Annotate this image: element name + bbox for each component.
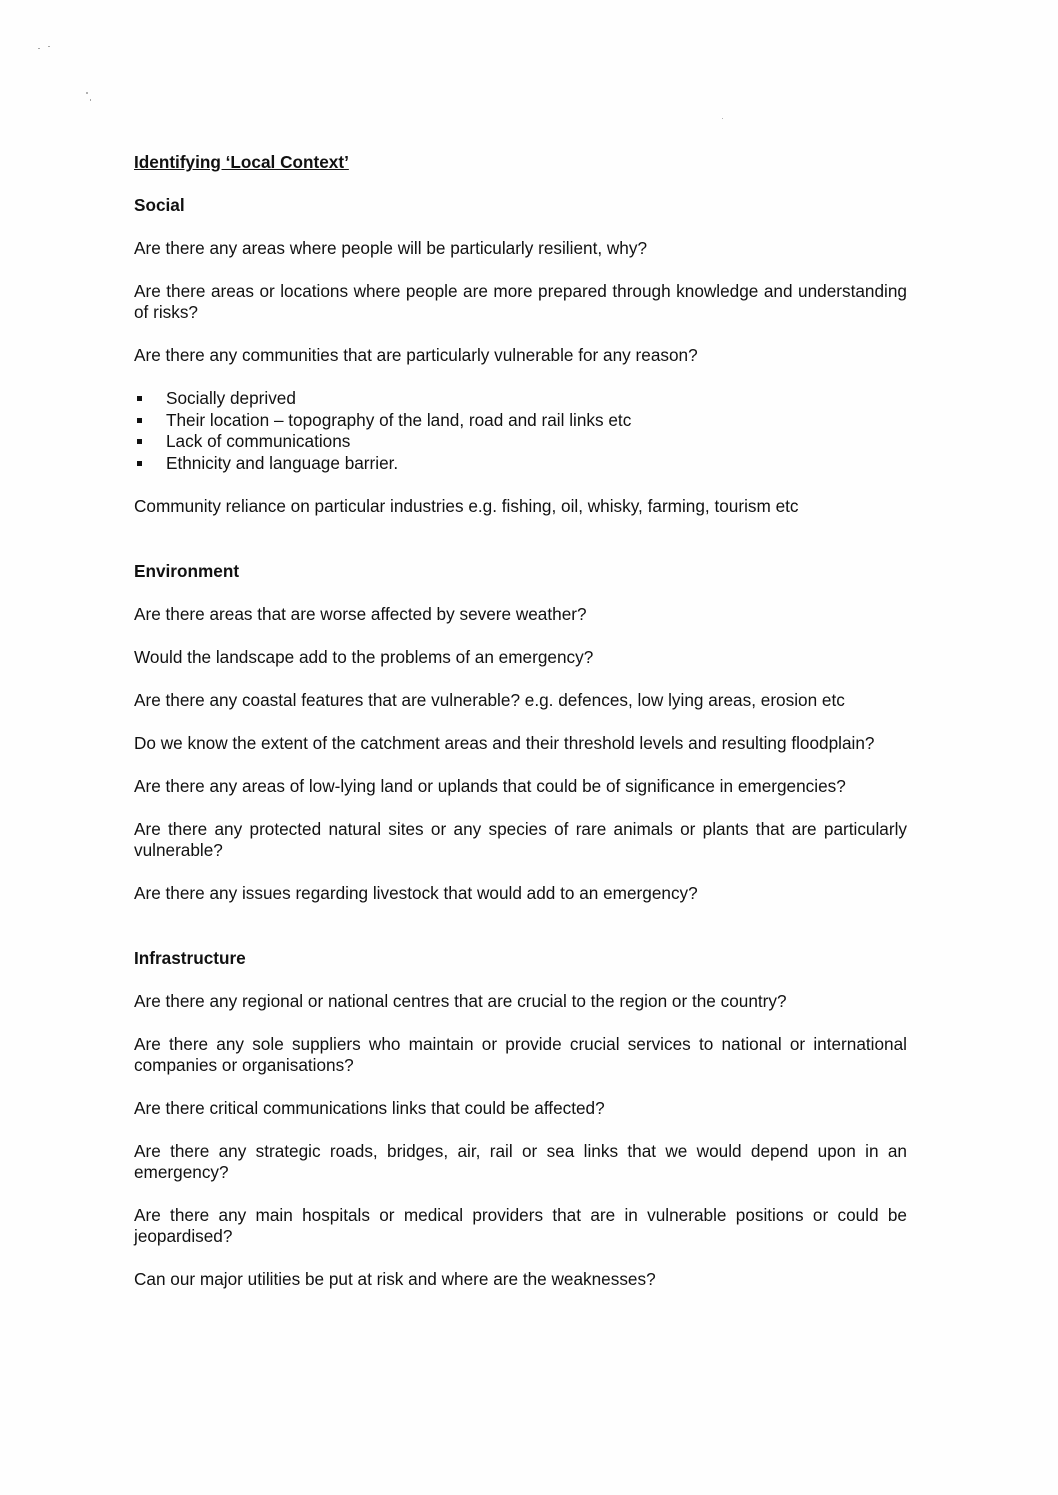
bullet-item [134, 453, 907, 475]
question-paragraph: Are there any regional or national centres that are crucial to the region or the country? [134, 991, 787, 1011]
scan-speck [38, 48, 40, 49]
bullet-icon [137, 418, 142, 423]
bullet-list [134, 388, 907, 474]
bullet-icon [137, 461, 142, 466]
bullet-item [134, 388, 907, 410]
section-infrastructure [134, 948, 907, 1290]
bullet-text: Socially deprived [166, 388, 296, 408]
question-paragraph: Are there any main hospitals or medical providers that are in vulnerable positions or could be jeopardised? [134, 1205, 907, 1246]
question-paragraph: Are there any areas where people will be particularly resilient, why? [134, 238, 648, 258]
bullet-item [134, 410, 907, 432]
question-paragraph: Can our major utilities be put at risk and where are the weaknesses? [134, 1269, 656, 1289]
question-paragraph: Are there any areas of low-lying land or uplands that could be of significance in emergencies? [134, 776, 846, 796]
question-paragraph: Are there any protected natural sites or any species of rare animals or plants that are particularly vulnerable? [134, 819, 907, 860]
document-body [134, 152, 907, 1312]
question-paragraph: Are there areas or locations where people are more prepared through knowledge and understanding of risks? [134, 281, 907, 322]
document-title: Identifying ‘Local Context’ [134, 152, 349, 172]
question-paragraph: Do we know the extent of the catchment areas and their threshold levels and resulting floodplain? [134, 733, 875, 753]
question-paragraph: Are there any communities that are particularly vulnerable for any reason? [134, 345, 698, 365]
section-spacer [134, 539, 907, 561]
question-paragraph: Are there any issues regarding livestock that would add to an emergency? [134, 883, 698, 903]
question-paragraph: Are there critical communications links that could be affected? [134, 1098, 605, 1118]
question-paragraph: Are there any sole suppliers who maintain or provide crucial services to national or international companies or organisations? [134, 1034, 907, 1075]
section-heading: Infrastructure [134, 948, 246, 968]
section-heading: Environment [134, 561, 240, 581]
section-heading: Social [134, 195, 185, 215]
scan-speck [722, 118, 723, 119]
bullet-text: Lack of communications [166, 431, 351, 451]
question-paragraph: Community reliance on particular industries e.g. fishing, oil, whisky, farming, tourism etc [134, 496, 799, 516]
question-paragraph: Are there any coastal features that are vulnerable? e.g. defences, low lying areas, erosion etc [134, 690, 845, 710]
bullet-icon [137, 396, 142, 401]
scan-speck [90, 99, 91, 101]
section-spacer [134, 926, 907, 948]
bullet-text: Ethnicity and language barrier. [166, 452, 399, 473]
section-environment [134, 561, 907, 904]
scan-speck [86, 92, 88, 94]
bullet-text: Their location – topography of the land, road and rail links etc [166, 409, 632, 430]
bullet-icon [137, 439, 142, 444]
section-social [134, 195, 907, 517]
scan-speck [48, 46, 50, 47]
question-paragraph: Would the landscape add to the problems of an emergency? [134, 647, 594, 667]
bullet-item [134, 431, 907, 453]
question-paragraph: Are there any strategic roads, bridges, air, rail or sea links that we would depend upon in an emergency? [134, 1141, 907, 1182]
question-paragraph: Are there areas that are worse affected by severe weather? [134, 604, 587, 624]
